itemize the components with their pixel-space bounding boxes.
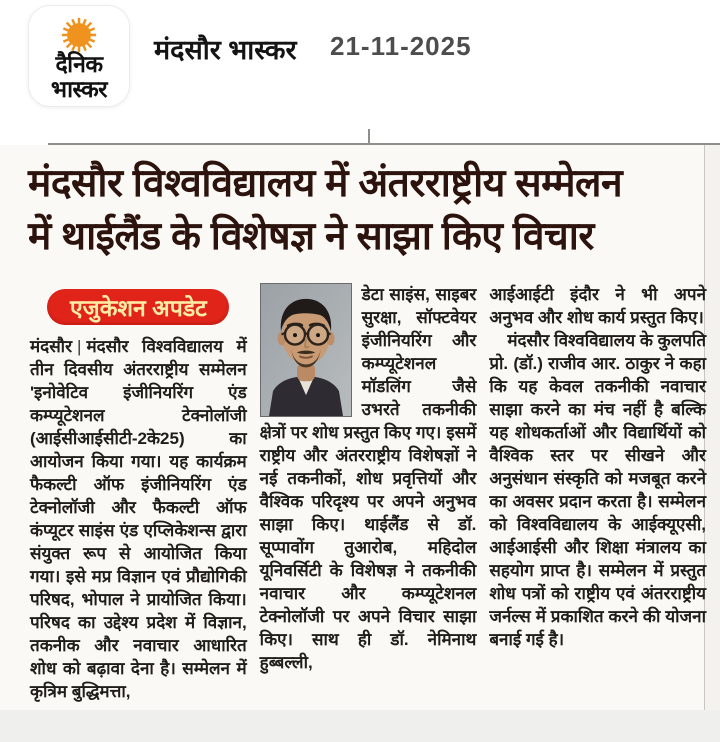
article-headline xyxy=(28,157,706,263)
sun-icon xyxy=(60,16,98,54)
column3-paragraph-2: मंदसौर विश्वविद्यालय के कुलपति प्रो. (डॉ.) राजीव आर. ठाकुर ने कहा कि यह केवल तकनीकी नवाचार साझा करने का मंच नहीं है बल्कि यह शोधकर्ताओं और विद्यार्थियों को वैश्विक स्तर पर सीखने और अनुसंधान संस्कृति को मजबूत करने का अवसर प्रदान करता है। सम्मेलन को विश्वविद्यालय के आईक्यूएसी, आईआईसी और शिक्षा मंत्रालय का सहयोग प्राप्त है। सम्मेलन में प्रस्तुत शोध पत्रों को राष्ट्रीय एवं अंतरराष्ट्रीय जर्नल्स में प्रकाशित करने की योजना बनाई गई है। xyxy=(489,331,707,649)
article-column-2 xyxy=(260,283,477,703)
portrait-photo xyxy=(260,283,352,417)
edition-date: 21-11-2025 xyxy=(330,31,472,61)
logo-text-line1: दैनिक xyxy=(55,51,103,77)
bottom-gray-band xyxy=(0,710,720,742)
column1-text: मंदसौर विश्वविद्यालय में तीन दिवसीय अंतरराष्ट्रीय सम्मेलन 'इनोवेटिव इंजीनियरिंग एंड कम्प्यूटेशनल टेक्नोलॉजी (आईसीआईसीटी-2के25) का आयोजन किया गया। यह कार्यक्रम फैकल्टी ऑफ इंजीनियरिंग एंड टेक्नोलॉजी और फैकल्टी ऑफ कंप्यूटर साइंस एंड एप्लिकेशन्स द्वारा संयुक्त रूप से आयोजित किया गया। इसे मप्र विज्ञान एवं प्रौद्योगिकी परिषद, भोपाल ने प्रायोजित किया। परिषद का उद्देश्य प्रदेश में विज्ञान, तकनीक और नवाचार आधारित शोध को बढ़ावा देना है। सम्मेलन में कृत्रिम बुद्धिमत्ता, xyxy=(30,337,247,701)
clipping-top-edge xyxy=(48,143,720,145)
article-column-3 xyxy=(489,283,706,703)
logo-text-line2: भास्कर xyxy=(50,76,108,102)
dateline-separator: | xyxy=(77,337,82,356)
headline-line2: में थाईलैंड के विशेषज्ञ ने साझा किए विचार xyxy=(28,215,594,258)
dateline-city: मंदसौर xyxy=(30,337,73,356)
column3-paragraph-1: आईआईटी इंदौर ने भी अपने अनुभव और शोध कार्य प्रस्तुत किए। xyxy=(489,285,707,327)
edition-title: मंदसौर भास्कर xyxy=(154,35,297,65)
headline-line1: मंदसौर विश्वविद्यालय में अंतरराष्ट्रीय सम्मेलन xyxy=(28,162,623,205)
article-column-1 xyxy=(30,283,247,703)
newspaper-clipping xyxy=(0,145,720,710)
education-update-badge xyxy=(47,289,229,325)
clipping-right-edge xyxy=(704,145,720,710)
clipping-fold-mark xyxy=(368,129,370,145)
article-columns xyxy=(30,283,706,703)
column2-paragraph: डेटा साइंस, साइबर सुरक्षा, सॉफ्टवेयर इंजीनियरिंग और कम्प्यूटेशनल मॉडलिंग जैसे उभरते तकनीकी क्षेत्रों पर शोध प्रस्तुत किए गए। इसमें राष्ट्रीय और अंतरराष्ट्रीय विशेषज्ञों ने नई तकनीकों, शोध प्रवृत्तियों और वैश्विक परिदृश्य पर अपने अनुभव साझा किए। थाईलैंड से डॉ. सूप्पावोंग तुआरोब, महिदोल यूनिवर्सिटी के विशेषज्ञ ने तकनीकी नवाचार और कम्प्यूटेशनल टेक्नोलॉजी पर अपने विचार साझा किए। साथ ही डॉ. नेमिनाथ हुब्बल्ली, xyxy=(259,285,477,672)
dainik-bhaskar-logo xyxy=(28,5,130,107)
column1-paragraph xyxy=(30,335,247,703)
badge-label: एजुकेशन अपडेट xyxy=(69,295,207,321)
app-header xyxy=(0,0,720,145)
